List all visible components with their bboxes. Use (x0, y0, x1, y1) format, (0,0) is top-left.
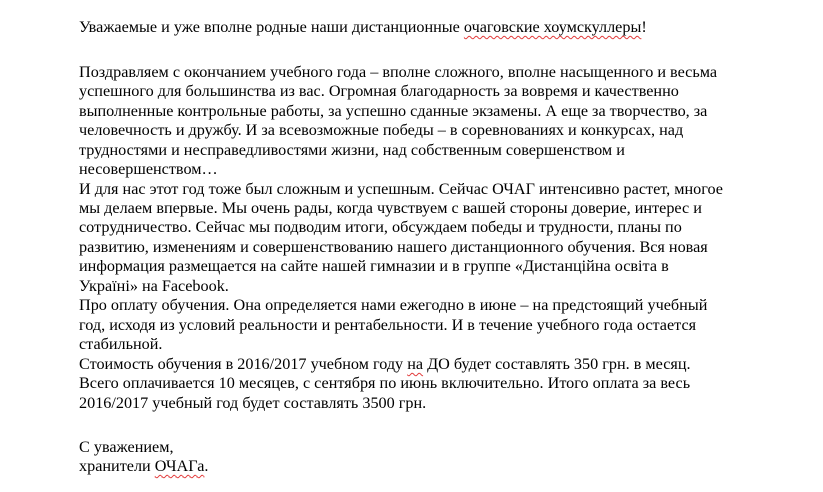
spellcheck-flagged-text[interactable]: на (407, 355, 424, 373)
spellcheck-flagged-text[interactable]: ОЧАГа (154, 457, 205, 475)
paragraph-line: человечность и дружбу. И за всевозможные победы – в соревнованиях и конкурсах, над (79, 121, 684, 139)
paragraph-line: И для нас этот год тоже был сложным и успешным. Сейчас ОЧАГ интенсивно растет, многое (79, 180, 723, 198)
signature-line (79, 457, 208, 476)
paragraph-line: мы делаем впервые. Мы очень рады, когда чувствуем с вашей стороны доверие, интерес и (79, 199, 702, 217)
price-line (79, 355, 691, 374)
paragraph-line: выполненные контрольные работы, за успешно сданные экзамены. А еще за творчество, за (79, 102, 708, 120)
paragraph-line: развитию, изменениям и совершенствованию нашего дистанционного обучения. Вся новая (79, 238, 708, 256)
paragraph-line: Про оплату обучения. Она определяется нами ежегодно в июне – на предстоящий учебный (79, 296, 708, 314)
paragraph-line: стабильной. (79, 335, 163, 353)
spellcheck-flagged-text[interactable]: очаговские хоумскуллеры (463, 18, 642, 36)
paragraph-line: Україні» на Facebook. (79, 277, 229, 295)
paragraph-line: успешного для большинства из вас. Огромная благодарность за вовремя и качественно (79, 82, 679, 100)
paragraph-line: Всего оплачивается 10 месяцев, с сентября по июнь включительно. Итого оплата за весь (79, 374, 691, 392)
signature-suffix: . (204, 457, 209, 475)
paragraph-line: информация размещается на сайте нашей гимназии и в группе «Дистанційна освіта в (79, 257, 669, 275)
price-line-suffix: ДО будет составлять 350 грн. в месяц. (423, 355, 691, 373)
paragraph-line: год, исходя из условий реальности и рентабельности. И в течение учебного года остается (79, 316, 697, 334)
signature-prefix: хранители (79, 457, 155, 475)
paragraph-line: несовершенством… (79, 160, 218, 178)
paragraph-line: 2016/2017 учебный год будет составлять 3500 грн. (79, 394, 427, 412)
greeting-line (79, 18, 647, 37)
price-line-prefix: Стоимость обучения в 2016/2017 учебном году (79, 355, 408, 373)
greeting-prefix: Уважаемые и уже вполне родные наши дистанционные (79, 18, 464, 36)
closing-line: С уважением, (79, 438, 174, 456)
paragraph-line: Поздравляем с окончанием учебного года – вполне сложного, вполне насыщенного и весьма (79, 63, 718, 81)
paragraph-line: сотрудничество. Сейчас мы подводим итоги, обсуждаем победы и трудности, планы по (79, 218, 682, 236)
greeting-suffix: ! (641, 18, 647, 36)
paragraph-line: трудностями и несправедливостями жизни, над собственным совершенством и (79, 141, 625, 159)
